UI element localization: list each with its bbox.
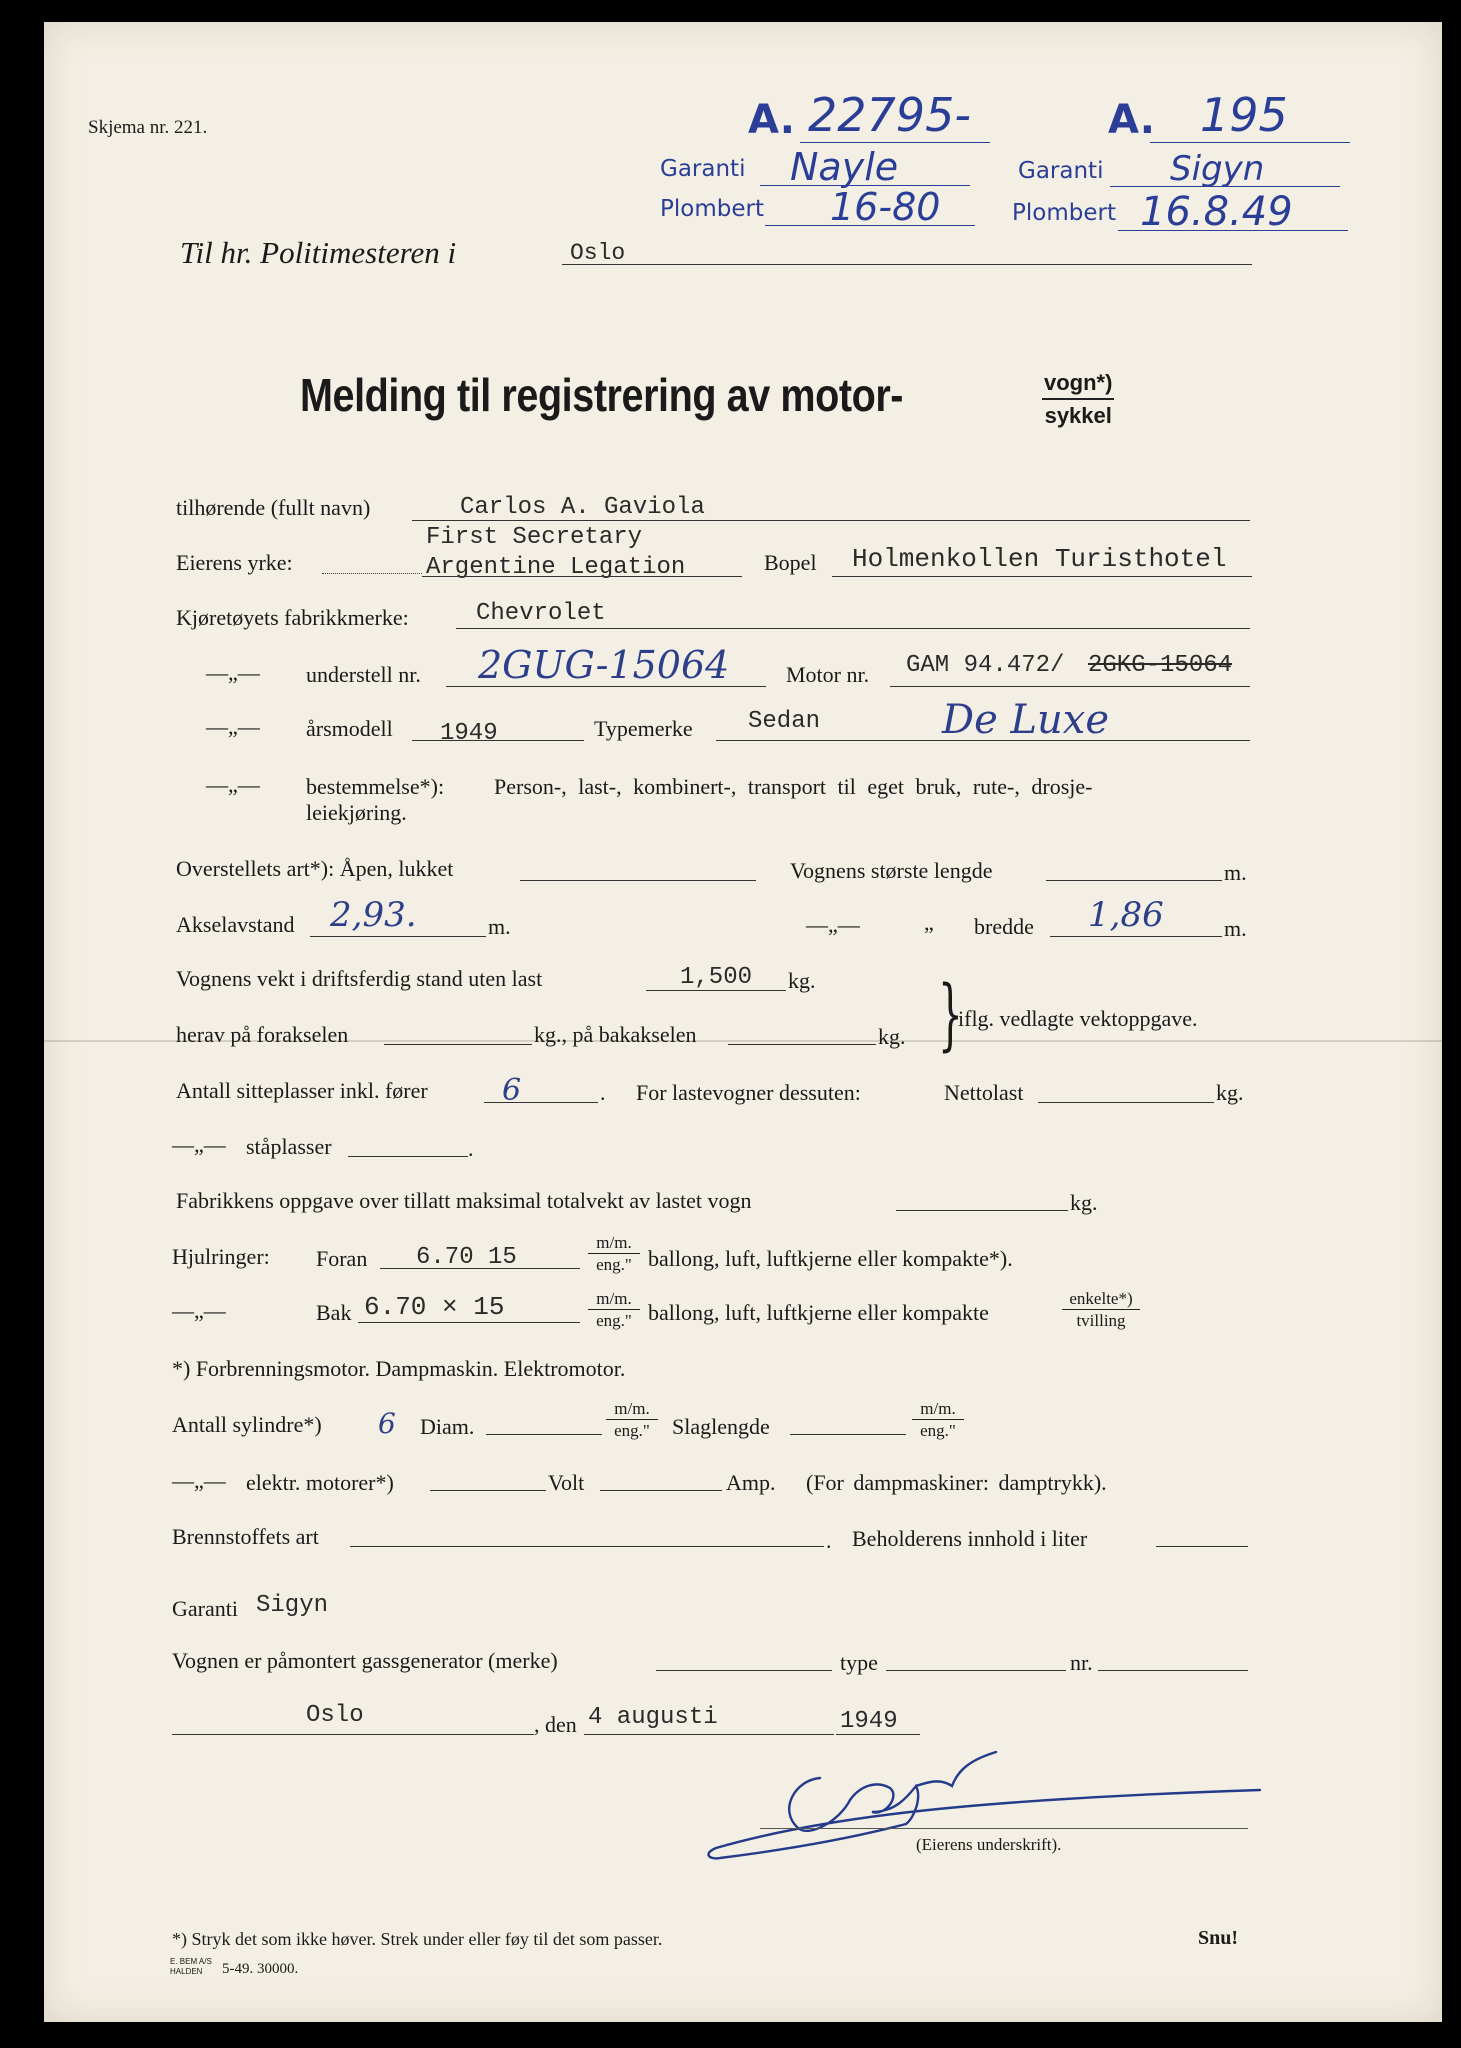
stroke-unit-eng: eng." xyxy=(920,1421,956,1440)
stamp-2-number: 195 xyxy=(1200,88,1288,142)
stamp-2-plombert-value: 16.8.49 xyxy=(1140,189,1293,235)
chassis-label: understell nr. xyxy=(306,662,421,687)
stamp-1-plombert-label: Plombert xyxy=(660,196,764,222)
stamp-1-plombert-line xyxy=(765,225,975,226)
stroke-unit-mm: m/m. xyxy=(912,1400,964,1420)
printer-code: 5-49. 30000. xyxy=(222,1961,299,1977)
signature-place: Oslo xyxy=(306,1702,364,1729)
tyres-front-value: 6.70 15 xyxy=(416,1244,517,1271)
residence-value: Holmenkollen Turisthotel xyxy=(852,544,1227,574)
gasgen-nr-label: nr. xyxy=(1070,1650,1093,1675)
tyres-rear-unit-eng: eng." xyxy=(596,1311,632,1330)
tyres-rear-unit-mm: m/m. xyxy=(588,1290,640,1310)
stamp-1-garanti-value: Nayle xyxy=(790,145,899,189)
max-weight-unit: kg. xyxy=(1070,1190,1098,1215)
netload-line xyxy=(1038,1102,1214,1103)
electric-label: elektr. motorer*) xyxy=(246,1470,394,1495)
residence-label: Bopel xyxy=(764,550,817,575)
width-ditto: —„— xyxy=(806,912,860,937)
purpose-label: bestemmelse*): xyxy=(306,774,445,799)
page-title: Melding til registrering av motor- xyxy=(300,369,904,421)
fuel-label: Brennstoffets art xyxy=(172,1524,319,1549)
rear-axle-unit: kg. xyxy=(878,1024,906,1049)
tank-label: Beholderens innhold i liter xyxy=(852,1526,1088,1551)
tyres-front-unit-eng: eng." xyxy=(596,1255,632,1274)
front-axle-label: herav på forakselen xyxy=(176,1022,349,1047)
addressee-line xyxy=(562,264,1252,265)
netload-unit: kg. xyxy=(1216,1080,1244,1105)
max-weight-label: Fabrikkens oppgave over tillatt maksimal totalvekt av lastet vogn xyxy=(176,1188,752,1213)
stamp-1-number-line xyxy=(800,142,990,143)
front-axle-line xyxy=(384,1044,532,1045)
weight-label: Vognens vekt i driftsferdig stand uten last xyxy=(176,966,543,991)
tyres-single: enkelte*) xyxy=(1062,1290,1140,1310)
tyres-front-types: ballong, luft, luftkjerne eller kompakte*). xyxy=(648,1246,1013,1271)
signature-line xyxy=(760,1828,1248,1829)
wheelbase-unit: m. xyxy=(488,914,511,939)
stroke-line xyxy=(790,1434,906,1435)
signature-label: (Eierens underskrift). xyxy=(916,1835,1062,1854)
diam-unit-mm: m/m. xyxy=(606,1400,658,1420)
gasgen-label: Vognen er påmontert gassgenerator (merke) xyxy=(172,1648,558,1673)
width-ditto-quote: „ xyxy=(924,910,934,935)
diam-unit-eng: eng." xyxy=(614,1421,650,1440)
occupation-line-2: Argentine Legation xyxy=(426,554,686,581)
gasgen-line xyxy=(656,1670,832,1671)
amp-label: Amp. xyxy=(726,1470,776,1495)
volt-line xyxy=(600,1490,722,1491)
weight-note: iflg. vedlagte vektoppgave. xyxy=(958,1006,1198,1031)
tyres-front-unit xyxy=(588,1234,640,1273)
owner-name-value: Carlos A. Gaviola xyxy=(460,494,705,521)
title-frac-sykkel: sykkel xyxy=(1044,403,1112,428)
addressee-prefix: Til hr. Politimesteren i xyxy=(180,235,457,270)
occupation-dotline xyxy=(322,573,422,574)
stamp-2-garanti-value: Sigyn xyxy=(1170,149,1265,189)
place-line xyxy=(172,1734,534,1735)
tyres-twin: tvilling xyxy=(1076,1311,1126,1330)
netload-label: Nettolast xyxy=(944,1080,1024,1105)
chassis-value: 2GUG-15064 xyxy=(478,643,730,687)
rear-axle-label: kg., på bakakselen xyxy=(534,1022,697,1047)
gasgen-nr-line xyxy=(1098,1670,1248,1671)
stamp-2-garanti-line xyxy=(1110,186,1340,187)
owner-name-line xyxy=(412,520,1250,521)
occupation-label: Eierens yrke: xyxy=(176,550,293,575)
weight-brace: } xyxy=(938,970,963,1060)
year-signed: 1949 xyxy=(840,1708,898,1735)
type-label: Typemerke xyxy=(594,716,693,741)
make-value: Chevrolet xyxy=(476,600,606,627)
tank-line xyxy=(1156,1546,1248,1547)
cylinders-value: 6 xyxy=(378,1407,396,1440)
stamp-2-plombert-line xyxy=(1118,230,1348,231)
purpose-ditto: —„— xyxy=(206,772,260,797)
printer-line-2: HALDEN xyxy=(170,1967,203,1976)
engine-types: *) Forbrenningsmotor. Dampmaskin. Elektromotor. xyxy=(172,1356,626,1381)
motor-line xyxy=(890,686,1250,687)
tyres-single-twin xyxy=(1062,1290,1140,1329)
fuel-line xyxy=(350,1546,824,1547)
title-frac-vogn: vogn*) xyxy=(1042,370,1114,400)
addressee-city: Oslo xyxy=(570,240,626,266)
fuel-period: . xyxy=(826,1528,832,1553)
garanti-value: Sigyn xyxy=(256,1592,329,1619)
stamp-2-plombert-label: Plombert xyxy=(1012,200,1116,226)
stamp-2-number-line xyxy=(1150,142,1350,143)
standing-ditto: —„— xyxy=(172,1132,226,1157)
body-type-line xyxy=(520,880,756,881)
wheelbase-label: Akselavstand xyxy=(176,912,295,937)
purpose-options: Person-, last-, kombinert-, transport til eget bruk, rute-, drosje- xyxy=(494,774,1093,799)
diam-line xyxy=(486,1434,602,1435)
body-type-label: Overstellets art*): Åpen, lukket xyxy=(176,856,454,881)
length-unit: m. xyxy=(1224,860,1247,885)
tyres-front-label: Foran xyxy=(316,1246,368,1271)
weight-unit: kg. xyxy=(788,968,816,993)
rear-axle-line xyxy=(728,1044,876,1045)
purpose-options-2: leiekjøring. xyxy=(306,800,407,825)
year-value: 1949 xyxy=(440,720,498,747)
standing-period: . xyxy=(468,1136,474,1161)
stamp-1-plombert-value: 16-80 xyxy=(830,185,941,229)
stamp-1-number: 22795- xyxy=(808,88,971,142)
footer-note: *) Stryk det som ikke høver. Strek under eller føy til det som passer. xyxy=(172,1929,663,1949)
chassis-line xyxy=(446,686,766,687)
diam-label: Diam. xyxy=(420,1414,475,1439)
tyres-rear-ditto: —„— xyxy=(172,1298,226,1323)
width-line xyxy=(1050,936,1222,937)
gasgen-type-line xyxy=(886,1670,1066,1671)
residence-line xyxy=(832,576,1252,577)
weight-line xyxy=(646,990,786,991)
wheelbase-value: 2,93. xyxy=(330,895,417,935)
stamp-1-prefix: A. xyxy=(748,97,795,143)
motor-struck-value: 2GKG-15064 xyxy=(1088,652,1233,679)
seats-line xyxy=(484,1102,598,1103)
motor-value: GAM 94.472/ xyxy=(906,652,1065,679)
motor-label: Motor nr. xyxy=(786,662,870,687)
owner-name-label: tilhørende (fullt navn) xyxy=(176,495,371,520)
tyres-front-unit-mm: m/m. xyxy=(588,1234,640,1254)
tyres-rear-value: 6.70 × 15 xyxy=(364,1292,505,1322)
make-line xyxy=(456,628,1250,629)
cylinders-label: Antall sylindre*) xyxy=(172,1412,322,1437)
width-unit: m. xyxy=(1224,916,1247,941)
chassis-ditto: —„— xyxy=(206,660,260,685)
make-label: Kjøretøyets fabrikkmerke: xyxy=(176,605,409,630)
gasgen-type-label: type xyxy=(840,1650,878,1675)
title-fraction xyxy=(1042,370,1114,429)
tyres-rear-types: ballong, luft, luftkjerne eller kompakte xyxy=(648,1300,989,1325)
tyres-front-line xyxy=(380,1268,580,1269)
truck-label: For lastevogner dessuten: xyxy=(636,1080,861,1105)
seats-value: 6 xyxy=(502,1073,522,1108)
weight-value: 1,500 xyxy=(680,964,753,991)
electric-ditto: —„— xyxy=(172,1468,226,1493)
stroke-unit xyxy=(912,1400,964,1439)
max-weight-line xyxy=(896,1210,1068,1211)
seats-label: Antall sitteplasser inkl. fører xyxy=(176,1078,428,1103)
standing-label: ståplasser xyxy=(246,1134,332,1159)
printer-line-1: E. BEM A/S xyxy=(170,1957,212,1966)
standing-line xyxy=(348,1156,468,1157)
garanti-label: Garanti xyxy=(172,1596,238,1621)
tyres-label: Hjulringer: xyxy=(172,1244,270,1269)
length-line xyxy=(1046,880,1222,881)
stamp-2-garanti-label: Garanti xyxy=(1018,158,1104,184)
footer-turn: Snu! xyxy=(1198,1927,1239,1949)
electric-line xyxy=(430,1490,546,1491)
volt-label: Volt xyxy=(548,1470,585,1495)
type-value: Sedan xyxy=(748,708,821,735)
seats-period: . xyxy=(600,1080,606,1105)
occupation-line-1: First Secretary xyxy=(426,524,643,551)
type-line xyxy=(716,740,1250,741)
tyres-rear-unit xyxy=(588,1290,640,1329)
year-ditto: —„— xyxy=(206,714,260,739)
stamp-1-garanti-label: Garanti xyxy=(660,156,746,182)
type-handwritten: De Luxe xyxy=(942,697,1110,743)
schema-number: Skjema nr. 221. xyxy=(88,117,208,138)
tyres-rear-label: Bak xyxy=(316,1300,352,1325)
width-value: 1,86 xyxy=(1088,895,1164,935)
wheelbase-line xyxy=(310,936,486,937)
steam-label: (For dampmaskiner: damptrykk). xyxy=(806,1470,1107,1495)
occupation-line xyxy=(422,576,742,577)
date-value: 4 augusti xyxy=(588,1704,718,1731)
stroke-label: Slaglengde xyxy=(672,1414,770,1439)
date-label: , den xyxy=(534,1712,577,1737)
stamp-2-prefix: A. xyxy=(1108,97,1155,143)
tyres-rear-line xyxy=(358,1322,580,1323)
diam-unit xyxy=(606,1400,658,1439)
year-line xyxy=(412,740,584,741)
width-label: bredde xyxy=(974,914,1034,939)
year-label: årsmodell xyxy=(306,716,393,741)
length-label: Vognens største lengde xyxy=(790,858,993,883)
